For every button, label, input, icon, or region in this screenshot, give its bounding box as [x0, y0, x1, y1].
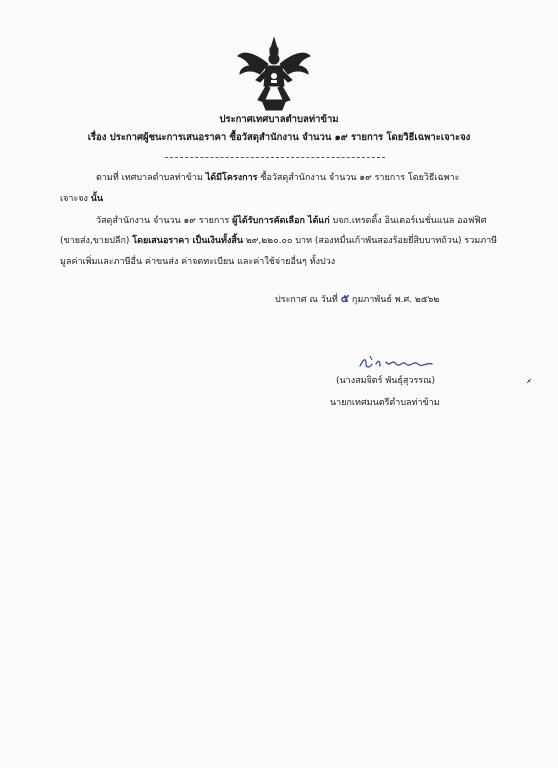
p2-line2-b: ๒๙,๒๒๐.๐๐ บาท (สองหมื่นเก้าพันสองร้อยยี่สิบบาทถ้วน) รวมภาษี — [243, 236, 498, 246]
title-line-1: ประกาศเทศบาลตำบลท่าข้าม — [219, 114, 339, 125]
p1-prefix: ตามที่ เทศบาลตำบลท่าข้าม — [96, 173, 206, 183]
handwritten-signature — [356, 354, 436, 372]
announcement-date — [275, 293, 439, 306]
paragraph-2-line-1 — [96, 216, 486, 227]
p2-line2-a: (ขายส่ง,ขายปลีก) — [60, 236, 133, 246]
date-prefix: ประกาศ ณ วันที่ — [275, 295, 338, 305]
paragraph-1-line-2 — [60, 194, 103, 205]
date-day: ๕ — [340, 292, 350, 305]
stray-mark — [526, 378, 532, 384]
paragraph-2-line-3: มูลค่าเพิ่มและภาษีอื่น ค่าขนส่ง ค่าจดทะเบียน และค่าใช้จ่ายอื่นๆ ทั้งปวง — [60, 257, 336, 267]
paragraph-2-line-2 — [60, 236, 497, 247]
p2-b: บจก.เทรดดิ้ง อินเตอร์เนชั่นแนล ออฟฟิศ — [329, 216, 487, 226]
signatory-name: (นางสมจิตร์ พันธุ์สุวรรณ) — [336, 376, 436, 386]
p2-a: วัสดุสำนักงาน จำนวน ๑๙ รายการ — [96, 216, 233, 226]
title-line-2: เรื่อง ประกาศผู้ชนะการเสนอราคา ซื้อวัสดุสำนักงาน จำนวน ๑๙ รายการ โดยวิธีเฉพาะเจาะจง — [87, 132, 471, 143]
signatory-position: นายกเทศมนตรีตำบลท่าข้าม — [330, 398, 440, 408]
p1-line2-b: นั้น — [90, 194, 104, 204]
p1-rest: ซื้อวัสดุสำนักงาน จำนวน ๑๙ รายการ โดยวิธีเฉพาะ — [257, 173, 460, 183]
title-divider — [165, 157, 385, 158]
p2-bold-2: โดยเสนอราคา เป็นเงินทั้งสิ้น — [132, 236, 243, 246]
paragraph-1-line-1 — [96, 173, 459, 184]
garuda-emblem-icon — [236, 36, 312, 112]
p2-bold-1: ผู้ได้รับการคัดเลือก ได้แก่ — [232, 216, 330, 226]
date-rest: กุมภาพันธ์ พ.ศ. ๒๕๖๒ — [351, 295, 440, 305]
p1-bold: ได้มีโครงการ — [205, 173, 258, 183]
p1-line2-a: เจาะจง — [60, 194, 91, 204]
